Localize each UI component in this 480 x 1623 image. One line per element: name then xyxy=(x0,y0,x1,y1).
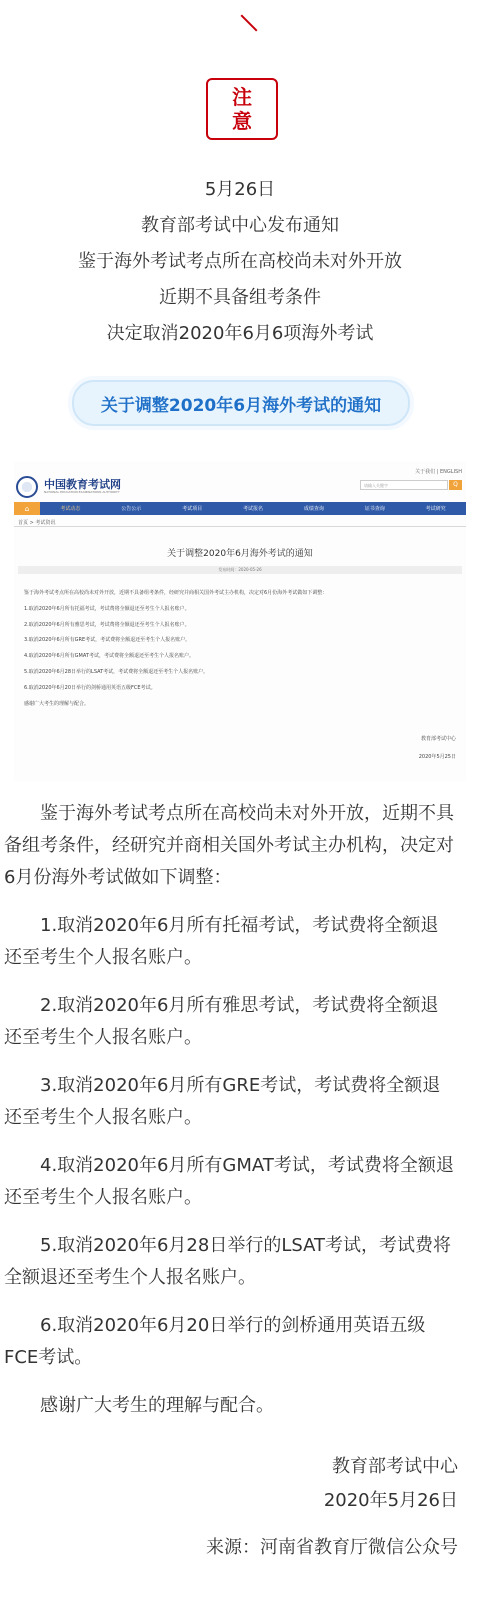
intro-line: 鉴于海外考试考点所在高校尚未对外开放 xyxy=(78,251,402,272)
site-paragraph: 4.取消2020年6月所有GMAT考试，考试费将全额退还至考生个人报名账户。 xyxy=(24,653,194,660)
intro-line: 近期不具备组考条件 xyxy=(159,287,321,308)
intro-line: 教育部考试中心发布通知 xyxy=(141,215,339,236)
article-paragraph: 鉴于海外考试考点所在高校尚未对外开放，近期不具备组考条件，经研究并商相关国外考试主办机构，决定对6月份海外考试做如下调整： xyxy=(4,803,454,888)
site-publish-meta: 发布时间：2020-05-26 xyxy=(18,566,462,574)
site-search-input[interactable]: 请输入关键字 xyxy=(360,480,448,490)
site-top-links[interactable]: 关于我们 | ENGLISH xyxy=(415,469,462,475)
site-nav-item[interactable]: 考试项目 xyxy=(182,506,203,512)
site-search-button[interactable]: Q xyxy=(449,480,462,490)
signature-date: 2020年5月26日 xyxy=(323,1490,458,1511)
site-sign-org: 教育部考试中心 xyxy=(420,736,456,742)
site-article-title: 关于调整2020年6月海外考试的通知 xyxy=(167,549,313,559)
site-divider xyxy=(14,526,466,527)
site-signature xyxy=(419,730,456,766)
site-paragraph: 5.取消2020年6月28日举行的LSAT考试，考试费将全额退还至考生个人报名账户。 xyxy=(24,668,209,675)
site-breadcrumb[interactable]: 首页 > 考试资讯 xyxy=(18,520,56,526)
site-paragraph: 感谢广大考生的理解与配合。 xyxy=(24,700,90,707)
article-paragraph: 2.取消2020年6月所有雅思考试，考试费将全额退还至考生个人报名账户。 xyxy=(4,995,439,1048)
site-nav-item[interactable]: 成绩查询 xyxy=(303,506,324,512)
site-paragraph: 6.取消2020年6月20日举行的剑桥通用英语五级FCE考试。 xyxy=(24,684,156,691)
site-paragraph: 3.取消2020年6月所有GRE考试，考试费将全额退还至考生个人报名账户。 xyxy=(24,637,191,644)
site-paragraph: 2.取消2020年6月所有雅思考试，考试费将全额退还至考生个人报名账户。 xyxy=(24,621,190,628)
site-logo-emblem-icon xyxy=(16,476,38,498)
notice-char-2: 意 xyxy=(232,109,252,133)
section-banner xyxy=(72,380,410,426)
intro-block xyxy=(0,172,480,352)
source-credit: 来源：河南省教育厅微信公众号 xyxy=(206,1537,458,1558)
site-logo-text: 中国教育考试网 xyxy=(44,478,121,491)
intro-line: 5月26日 xyxy=(204,179,276,200)
site-nav-item[interactable]: 证书查询 xyxy=(364,506,385,512)
article-body xyxy=(4,798,456,1438)
site-nav-item[interactable]: 考试研究 xyxy=(425,506,446,512)
notice-badge xyxy=(206,78,278,140)
article-paragraph: 6.取消2020年6月20日举行的剑桥通用英语五级FCE考试。 xyxy=(4,1315,426,1368)
home-icon[interactable]: ⌂ xyxy=(14,502,40,515)
article-signature xyxy=(324,1450,458,1518)
site-sign-date: 2020年5月25日 xyxy=(418,754,456,760)
site-logo-subtitle: NATIONAL EDUCATION EXAMINATIONS AUTHORITY xyxy=(44,490,120,494)
site-nav-bar xyxy=(14,502,466,515)
site-nav-item[interactable]: 考试动态 xyxy=(60,506,81,512)
signature-org: 教育部考试中心 xyxy=(332,1456,458,1477)
site-article-body xyxy=(24,586,456,712)
banner-title: 关于调整2020年6月海外考试的通知 xyxy=(100,395,382,416)
notice-char-1: 注 xyxy=(232,85,252,109)
site-paragraph: 鉴于海外考试考点所在高校尚未对外开放，近期不具备组考条件，经研究并商相关国外考试主办机构，决定对6月份海外考试做如下调整： xyxy=(24,590,328,596)
site-paragraph: 1.取消2020年6月所有托福考试，考试费将全额退还至考生个人报名账户。 xyxy=(24,605,190,612)
decorative-slash xyxy=(241,15,258,32)
article-paragraph: 5.取消2020年6月28日举行的LSAT考试，考试费将全额退还至考生个人报名账户。 xyxy=(4,1235,452,1288)
site-nav-item[interactable]: 考试报名 xyxy=(243,506,264,512)
embedded-website-screenshot xyxy=(14,462,466,782)
article-paragraph: 3.取消2020年6月所有GRE考试，考试费将全额退还至考生个人报名账户。 xyxy=(4,1075,441,1128)
article-paragraph: 4.取消2020年6月所有GMAT考试，考试费将全额退还至考生个人报名账户。 xyxy=(4,1155,454,1208)
article-paragraph: 1.取消2020年6月所有托福考试，考试费将全额退还至考生个人报名账户。 xyxy=(4,915,439,968)
site-nav-item[interactable]: 公告公示 xyxy=(121,506,142,512)
article-paragraph: 感谢广大考生的理解与配合。 xyxy=(40,1395,274,1416)
intro-line: 决定取消2020年6月6项海外考试 xyxy=(106,323,374,344)
